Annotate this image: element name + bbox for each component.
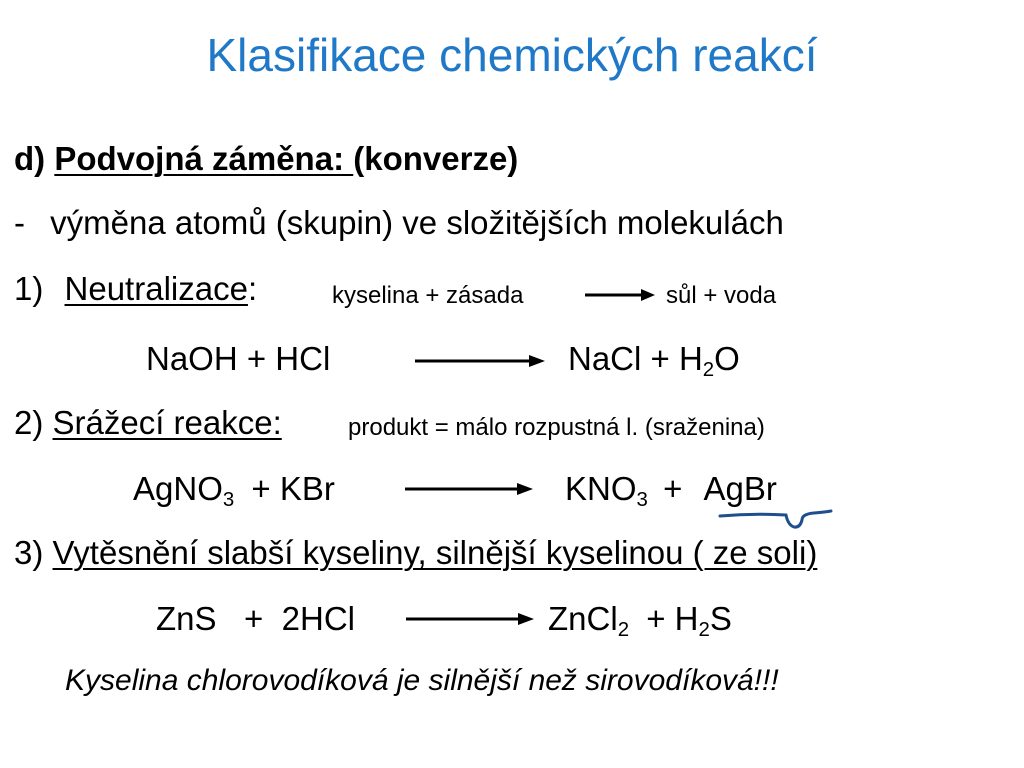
eq1-arrow-icon <box>415 354 545 368</box>
item2-desc: produkt = málo rozpustná l. (sraženina) <box>348 414 765 441</box>
eq3-p2-end: S <box>709 600 732 637</box>
section-d-name: Podvojná záměna: <box>54 140 354 177</box>
item1-rhs: sůl + voda <box>666 282 777 309</box>
eq2-r1-sub: 3 <box>222 488 235 512</box>
eq2-reactants <box>133 470 335 512</box>
item1-lhs: kyselina + zásada <box>332 282 524 309</box>
item2-number: 2) <box>14 404 44 441</box>
bullet-text: výměna atomů (skupin) ve složitějších molekulách <box>50 204 784 241</box>
eq2-p2: AgBr <box>703 470 777 507</box>
eq2-plus: + <box>663 470 683 507</box>
eq2-products <box>565 470 777 512</box>
item1-number: 1) <box>14 270 44 307</box>
section-d-paren: (konverze) <box>353 140 519 177</box>
item1-heading <box>14 270 257 308</box>
eq1-lhs: NaOH + HCl <box>146 340 331 377</box>
eq3-products <box>548 600 732 642</box>
note-text: Kyselina chlorovodíková je silnější než sirovodíková!!! <box>65 664 779 697</box>
precipitate-mark-icon <box>718 508 834 530</box>
eq3-p2-sub: 2 <box>698 618 710 642</box>
eq3-arrow-icon <box>406 612 534 626</box>
item1-name: Neutralizace <box>64 270 248 307</box>
item3-name: Vytěsnění slabší kyseliny, silnější kyselinou ( ze soli) <box>52 534 818 571</box>
item2-name: Srážecí reakce: <box>52 404 282 441</box>
section-d-letter: d) <box>14 140 46 177</box>
eq3-p2: + H <box>646 600 699 637</box>
eq3-p1-sub: 2 <box>617 618 630 642</box>
item3-number: 3) <box>14 534 44 571</box>
eq2-p1: KNO <box>565 470 637 507</box>
eq3-p1: ZnCl <box>548 600 618 637</box>
eq2-r1: AgNO <box>133 470 223 507</box>
item1-arrow-icon <box>585 288 655 302</box>
bullet-line <box>14 204 784 242</box>
slide-title: Klasifikace chemických reakcí <box>206 29 818 81</box>
eq2-r2: + KBr <box>251 470 335 507</box>
eq1-rhs-b: O <box>714 340 740 377</box>
item2-heading <box>14 404 282 442</box>
bullet-dash: - <box>14 204 25 241</box>
eq2-p1-sub: 3 <box>636 488 648 512</box>
section-d-heading <box>14 140 518 178</box>
eq1-rhs-sub: 2 <box>702 358 715 382</box>
eq3-lhs: ZnS + 2HCl <box>156 600 355 637</box>
item1-colon: : <box>247 270 258 307</box>
eq2-arrow-icon <box>405 482 533 496</box>
eq1-rhs-a: NaCl + H <box>568 340 703 377</box>
eq1-rhs <box>568 340 740 382</box>
item3-heading <box>14 534 817 572</box>
